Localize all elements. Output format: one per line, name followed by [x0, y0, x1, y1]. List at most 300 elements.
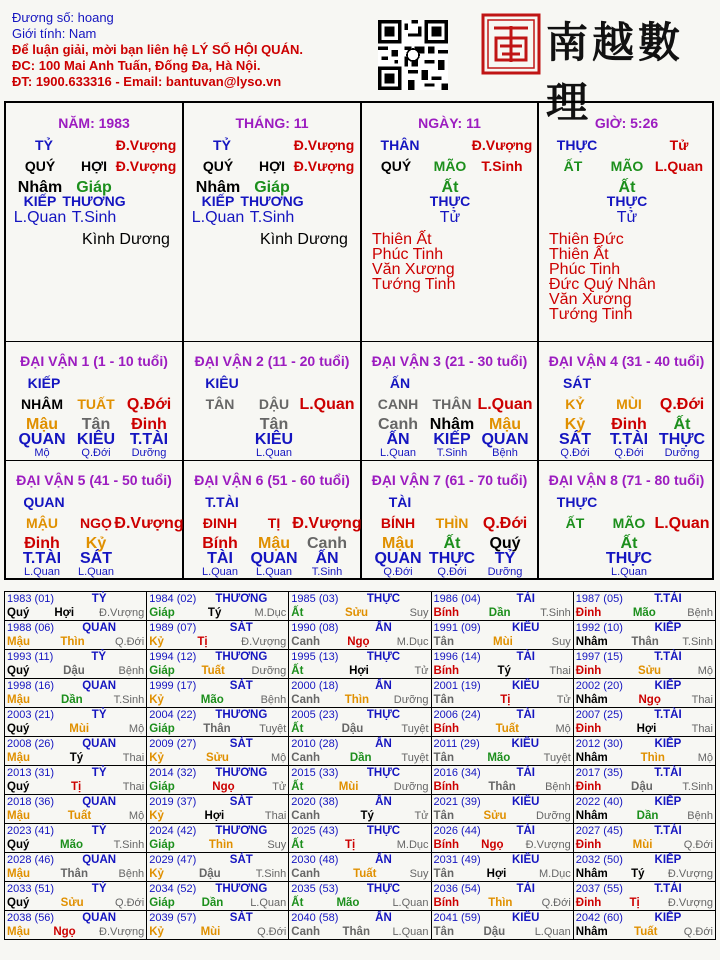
year-branch: Tuất	[353, 868, 377, 880]
hidden-god: THỰC	[428, 550, 476, 567]
year-cell-bottom	[576, 925, 713, 939]
year-cell-top	[149, 911, 286, 925]
year-stem: Canh	[291, 636, 321, 648]
year-cell	[573, 737, 715, 766]
year-label: 2038 (56)	[7, 912, 55, 924]
year-state: M.Dục	[396, 839, 429, 851]
year-god: KIÊU	[511, 796, 540, 808]
year-state: Tuyệt	[401, 752, 429, 764]
year-cell-bottom	[149, 693, 286, 707]
year-branch: Sửu	[483, 810, 507, 822]
year-cell-bottom	[7, 722, 144, 736]
year-cell-bottom	[7, 693, 144, 707]
year-cell-top	[434, 708, 571, 722]
year-label: 2032 (50)	[575, 854, 623, 866]
year-stem: Canh	[291, 926, 321, 938]
year-state: Q.Đới	[683, 839, 713, 851]
pillar-stem: ẤT	[563, 158, 583, 174]
year-branch: Dậu	[341, 723, 364, 735]
year-cell-bottom	[291, 693, 428, 707]
luck-state: Q.Đới	[482, 515, 528, 532]
year-cell	[431, 795, 573, 824]
luck-stem: KỶ	[565, 396, 585, 412]
year-label: 2002 (20)	[575, 680, 623, 692]
year-state: Mộ	[555, 723, 571, 735]
year-cell-top	[576, 679, 713, 693]
year-state: Dưỡng	[251, 665, 287, 677]
year-branch: Ngọ	[53, 926, 76, 938]
year-branch: Hợi	[349, 665, 369, 677]
year-branch: Hợi	[204, 810, 225, 822]
year-stem: Giáp	[149, 723, 175, 735]
year-state: Mộ	[128, 723, 145, 735]
year-state: Dưỡng	[393, 694, 429, 706]
year-branch: Ngọ	[481, 839, 504, 851]
year-god: ẤN	[375, 912, 392, 924]
star-name: Phúc Tinh	[372, 246, 444, 263]
year-cell-bottom	[434, 693, 571, 707]
year-god: THỰC	[366, 709, 401, 721]
luck-state: Đ.Vượng	[292, 515, 362, 532]
luck-state: L.Quan	[299, 396, 355, 413]
year-cell-bottom	[434, 722, 571, 736]
year-cell-top	[7, 766, 144, 780]
year-cell-bottom	[149, 838, 286, 852]
year-god: TÀI	[516, 767, 535, 779]
year-cell-top	[7, 737, 144, 751]
year-state: Thai	[549, 665, 571, 677]
year-cell-top	[149, 824, 286, 838]
year-cell-top	[7, 911, 144, 925]
year-state: Tử	[556, 694, 571, 706]
year-stem: Quý	[7, 665, 30, 677]
year-cell-top	[434, 592, 571, 606]
hidden-stem: Quý	[489, 535, 521, 552]
year-cell	[431, 766, 573, 795]
year-state: Tuyệt	[259, 723, 287, 735]
year-label: 2008 (26)	[7, 738, 55, 750]
year-state: Đ.Vượng	[525, 839, 571, 851]
year-branch: Dần	[636, 810, 659, 822]
year-stem: Đinh	[575, 723, 602, 735]
year-cell	[147, 679, 289, 708]
year-state: Bệnh	[687, 607, 713, 619]
hidden-state: Q.Đới	[560, 447, 590, 459]
luck-branch: MÃO	[612, 515, 646, 531]
year-branch: Sửu	[638, 665, 662, 677]
year-god: KIÊU	[511, 738, 540, 750]
luck-branch: DẬU	[258, 396, 290, 412]
year-cell-bottom	[576, 635, 713, 649]
gender: Giới tính: Nam	[12, 26, 97, 41]
hidden-god: T.TÀI	[22, 550, 62, 567]
year-god: KIẾP	[654, 622, 682, 634]
hidden-stem: Ất	[620, 535, 638, 552]
year-branch: Tuất	[67, 810, 92, 822]
year-god: SÁT	[229, 796, 253, 808]
hidden-state: L.Quan	[13, 209, 67, 226]
year-cell-bottom	[7, 925, 144, 939]
year-stem: Đinh	[575, 665, 602, 677]
year-label: 2018 (36)	[7, 796, 55, 808]
pillar-branch: HỢI	[81, 158, 107, 174]
year-state: Suy	[267, 839, 287, 851]
year-state: Q.Đới	[683, 926, 713, 938]
year-cell-top	[291, 621, 428, 635]
year-cell	[147, 853, 289, 882]
year-god: THỰC	[366, 825, 401, 837]
hidden-stem: Tân	[81, 416, 111, 433]
year-label: 2026 (44)	[433, 825, 481, 837]
year-branch: Hợi	[636, 723, 657, 735]
year-cell	[147, 824, 289, 853]
year-cell	[289, 708, 431, 737]
hidden-stem: Đinh	[24, 535, 60, 552]
year-branch: Thân	[203, 723, 231, 735]
year-label: 1991 (09)	[433, 622, 481, 634]
year-stem: Ất	[291, 723, 304, 735]
year-cell	[289, 795, 431, 824]
year-label: 1998 (16)	[7, 680, 55, 692]
year-label: 1999 (17)	[149, 680, 197, 692]
year-god: TÀI	[516, 651, 535, 663]
year-branch: Tý	[497, 665, 511, 677]
luck-god: SÁT	[563, 375, 591, 391]
brand-text: 南越數理	[546, 18, 685, 127]
year-stem: Quý	[7, 607, 30, 619]
year-cell-bottom	[434, 664, 571, 678]
year-cell-bottom	[291, 664, 428, 678]
year-label: 2022 (40)	[575, 796, 623, 808]
year-cell	[147, 592, 289, 621]
year-god: THỰC	[366, 593, 401, 605]
year-god: SÁT	[229, 738, 253, 750]
year-cell-bottom	[291, 780, 428, 794]
luck-state: Q.Đới	[126, 396, 172, 413]
header	[12, 10, 303, 90]
year-god: THƯƠNG	[215, 825, 268, 837]
year-cell	[5, 592, 147, 621]
year-cell-bottom	[291, 751, 428, 765]
year-cell-bottom	[434, 925, 571, 939]
year-label: 2016 (34)	[433, 767, 481, 779]
year-stem: Giáp	[149, 665, 175, 677]
pillar-branch: MÃO	[610, 158, 644, 174]
year-god: KIẾP	[654, 680, 682, 692]
year-cell-bottom	[149, 664, 286, 678]
year-cell-top	[291, 592, 428, 606]
year-cell-bottom	[149, 722, 286, 736]
year-cell-bottom	[7, 606, 144, 620]
star-name: Đức Quý Nhân	[549, 276, 656, 293]
pillar-god: THÂN	[380, 137, 420, 153]
year-branch: Ngọ	[638, 694, 661, 706]
year-stem: Kỷ	[149, 752, 164, 764]
year-cell	[147, 766, 289, 795]
year-god: T.TÀI	[654, 883, 682, 895]
pillar-branch-state: Đ.Vượng	[115, 158, 177, 174]
star-name: Tướng Tinh	[372, 276, 456, 293]
year-branch: Mão	[632, 607, 656, 619]
star-name: Thiên Ất	[549, 246, 609, 263]
year-god: T.TÀI	[654, 767, 682, 779]
year-cell	[5, 679, 147, 708]
year-stem: Kỷ	[149, 694, 164, 706]
year-stem: Tân	[433, 636, 454, 648]
year-label: 2033 (51)	[7, 883, 55, 895]
year-cell	[573, 795, 715, 824]
hidden-god: KIẾP	[23, 193, 57, 209]
year-cell-top	[576, 795, 713, 809]
year-label: 2014 (32)	[149, 767, 197, 779]
hidden-stem: Ất	[441, 179, 459, 196]
hidden-stem: Giáp	[254, 179, 290, 196]
year-row	[5, 795, 716, 824]
year-branch: Dần	[201, 897, 224, 909]
year-label: 2013 (31)	[7, 767, 55, 779]
year-branch: Thân	[60, 868, 88, 880]
hidden-god: SÁT	[80, 550, 112, 567]
year-cell-bottom	[149, 751, 286, 765]
year-label: 1997 (15)	[575, 651, 623, 663]
hidden-stem: Nhâm	[195, 179, 241, 196]
year-stem: Tân	[433, 926, 454, 938]
year-branch: Mão	[200, 694, 224, 706]
year-god: TÀI	[516, 593, 535, 605]
year-label: 1988 (06)	[7, 622, 55, 634]
star-name: Phúc Tinh	[549, 261, 621, 278]
year-cell-bottom	[576, 606, 713, 620]
year-cell-top	[576, 737, 713, 751]
year-cell	[431, 621, 573, 650]
hidden-state: L.Quan	[201, 566, 239, 578]
hidden-god: THƯƠNG	[62, 193, 126, 209]
luck-god: QUAN	[23, 494, 65, 510]
year-cell	[431, 737, 573, 766]
year-label: 2015 (33)	[291, 767, 339, 779]
year-cell	[431, 824, 573, 853]
year-label: 2036 (54)	[433, 883, 481, 895]
year-cell	[289, 621, 431, 650]
year-cell	[573, 824, 715, 853]
year-branch: Sửu	[344, 607, 369, 619]
divider-col-3	[537, 103, 539, 578]
year-cell-bottom	[149, 606, 286, 620]
year-cell-bottom	[434, 809, 571, 823]
year-god: TỶ	[91, 767, 107, 779]
year-label: 2007 (25)	[575, 709, 623, 721]
year-branch: Hợi	[54, 607, 75, 619]
star-name: Thiên Ất	[372, 231, 432, 248]
year-cell-top	[576, 708, 713, 722]
year-cell-bottom	[291, 722, 428, 736]
year-label: 2028 (46)	[7, 854, 55, 866]
year-stem: Bính	[433, 897, 460, 909]
year-cell	[573, 621, 715, 650]
year-cell-bottom	[7, 751, 144, 765]
year-row	[5, 853, 716, 882]
year-label: 1985 (03)	[291, 593, 339, 605]
year-cell-bottom	[149, 780, 286, 794]
year-branch: Ngọ	[347, 636, 370, 648]
year-branch: Thân	[631, 636, 659, 648]
year-stem: Nhâm	[575, 926, 608, 938]
year-label: 2020 (38)	[291, 796, 339, 808]
hidden-state: T.Sinh	[436, 447, 468, 459]
year-label: 2040 (58)	[291, 912, 339, 924]
year-cell	[147, 737, 289, 766]
year-god: THƯƠNG	[215, 767, 268, 779]
year-cell-top	[434, 621, 571, 635]
year-god: TỶ	[91, 651, 107, 663]
hidden-god: THỰC	[605, 550, 653, 567]
year-stem: Ất	[291, 839, 304, 851]
year-row	[5, 679, 716, 708]
year-cell-bottom	[576, 693, 713, 707]
year-label: 2041 (59)	[433, 912, 481, 924]
star-name: Văn Xương	[549, 291, 632, 308]
hidden-stem: Canh	[307, 535, 347, 552]
year-cell-bottom	[576, 664, 713, 678]
year-cell	[431, 708, 573, 737]
year-label: 1992 (10)	[575, 622, 623, 634]
hidden-state: Q.Đới	[383, 566, 413, 578]
year-cell	[573, 882, 715, 911]
year-god: KIÊU	[511, 680, 540, 692]
year-cell-bottom	[576, 780, 713, 794]
year-cell-top	[7, 882, 144, 896]
year-label: 2003 (21)	[7, 709, 55, 721]
year-state: Tuyệt	[401, 723, 429, 735]
year-stem: Đinh	[575, 897, 602, 909]
year-cell-top	[434, 737, 571, 751]
year-god: THƯƠNG	[215, 709, 268, 721]
year-stem: Giáp	[149, 607, 175, 619]
year-branch: Sửu	[60, 897, 84, 909]
year-god: SÁT	[229, 680, 253, 692]
year-label: 2010 (28)	[291, 738, 339, 750]
year-row	[5, 708, 716, 737]
year-god: THỰC	[366, 651, 401, 663]
year-state: M.Dục	[254, 607, 287, 619]
year-branch: Sửu	[205, 752, 229, 764]
year-cell-top	[291, 853, 428, 867]
hidden-state: Tử	[439, 209, 461, 226]
year-god: ẤN	[375, 854, 392, 866]
luck-stem: ĐINH	[202, 515, 238, 531]
year-cell	[5, 882, 147, 911]
year-cell-top	[7, 650, 144, 664]
year-branch: Ngọ	[212, 781, 235, 793]
year-stem: Tân	[433, 868, 454, 880]
year-state: Bệnh	[118, 665, 145, 677]
hidden-state: Dưỡng	[664, 447, 700, 459]
hidden-state: T.Sinh	[249, 209, 295, 226]
hidden-god: KIÊU	[76, 431, 116, 448]
year-branch: Mão	[487, 752, 511, 764]
year-cell-bottom	[434, 896, 571, 910]
year-state: Dưỡng	[536, 810, 571, 822]
hidden-stem: Đinh	[131, 416, 167, 433]
year-cell-bottom	[149, 925, 286, 939]
year-cell-bottom	[434, 780, 571, 794]
hidden-stem: Đinh	[611, 416, 647, 433]
year-row	[5, 737, 716, 766]
hidden-state: Dưỡng	[487, 566, 523, 578]
year-stem: Đinh	[575, 607, 602, 619]
year-stem: Kỷ	[149, 636, 164, 648]
year-stem: Giáp	[149, 839, 175, 851]
year-branch: Mùi	[338, 781, 359, 793]
star-name: Tướng Tinh	[549, 306, 633, 323]
year-row	[5, 621, 716, 650]
contact-line-3: ĐT: 1900.633316 - Email: bantuvan@lyso.vn	[12, 74, 282, 89]
year-branch: Tý	[360, 810, 374, 822]
luck-god: THỰC	[556, 494, 598, 510]
year-label: 1986 (04)	[433, 593, 481, 605]
pillar-stem: QUÝ	[24, 158, 56, 174]
year-cell	[431, 853, 573, 882]
pillar-god: TỶ	[35, 137, 53, 153]
year-cell	[5, 795, 147, 824]
pillar-god-state: Đ.Vượng	[115, 137, 177, 153]
year-state: Thai	[691, 723, 713, 735]
year-cell	[147, 882, 289, 911]
year-stem: Ất	[291, 607, 304, 619]
year-god: TÀI	[516, 709, 535, 721]
year-cell-top	[434, 766, 571, 780]
hidden-god: THỰC	[429, 193, 471, 209]
year-cell-bottom	[576, 751, 713, 765]
year-cell-top	[576, 853, 713, 867]
year-god: ẤN	[375, 738, 392, 750]
year-label: 2031 (49)	[433, 854, 481, 866]
year-stem: Quý	[7, 781, 30, 793]
hidden-stem: Kỷ	[85, 535, 107, 552]
pillar-branch-state: L.Quan	[654, 158, 704, 174]
year-label: 2005 (23)	[291, 709, 339, 721]
year-cell	[431, 592, 573, 621]
year-cell	[5, 737, 147, 766]
year-cell-bottom	[291, 896, 428, 910]
hidden-stem: Mậu	[382, 535, 414, 552]
luck-period-title: ĐẠI VẬN 6 (51 - 60 tuổi)	[194, 472, 350, 488]
year-god: KIÊU	[511, 854, 540, 866]
year-cell-bottom	[434, 606, 571, 620]
luck-branch: THÌN	[435, 515, 469, 531]
year-cell	[289, 737, 431, 766]
year-label: 2027 (45)	[575, 825, 623, 837]
year-god: THỰC	[366, 883, 401, 895]
year-cell-bottom	[291, 809, 428, 823]
year-state: L.Quan	[392, 897, 429, 909]
year-stem: Mậu	[7, 694, 30, 706]
year-branch: Thìn	[208, 839, 234, 851]
hidden-state: Q.Đới	[81, 447, 111, 459]
year-cell	[5, 708, 147, 737]
year-state: Tử	[414, 665, 429, 677]
year-cell-top	[291, 766, 428, 780]
year-cell-top	[149, 708, 286, 722]
year-stem: Nhâm	[575, 694, 608, 706]
year-branch: Thân	[342, 926, 370, 938]
year-state: Thai	[691, 694, 713, 706]
year-god: QUAN	[82, 680, 117, 692]
year-branch: Hợi	[486, 868, 507, 880]
hidden-stem: Giáp	[76, 179, 112, 196]
divider-row-1	[6, 341, 712, 342]
year-cell-top	[434, 679, 571, 693]
